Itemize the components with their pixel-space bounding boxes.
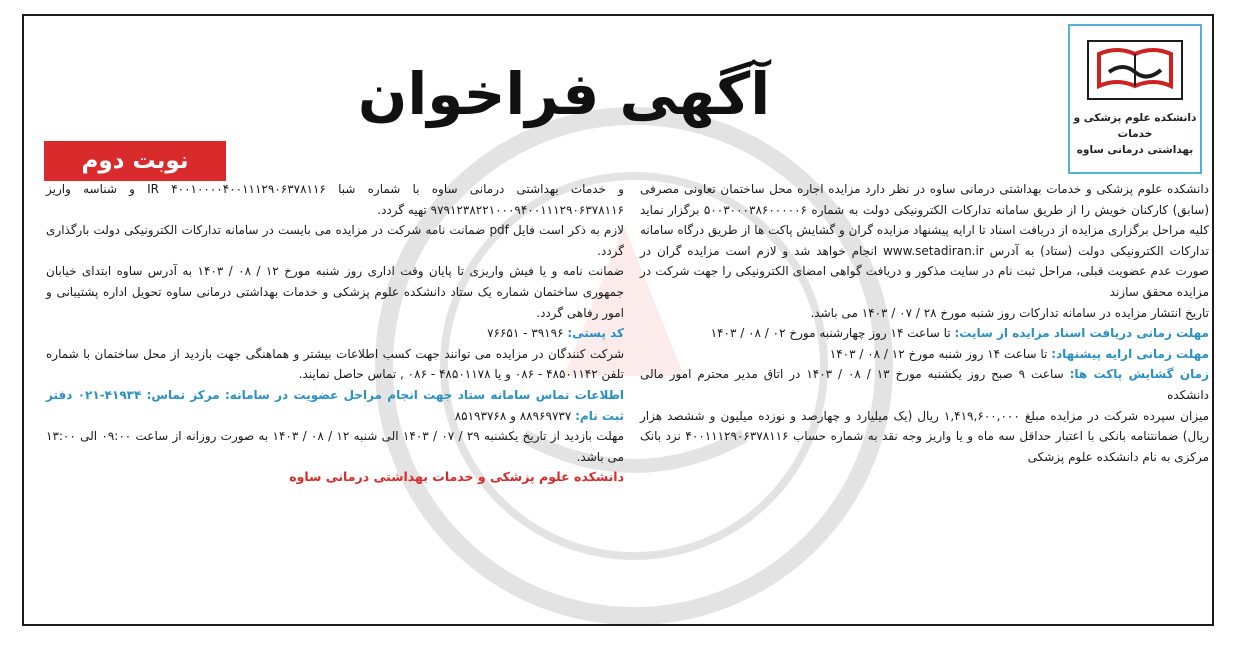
- contact-paragraph: شرکت کنندگان در مزایده می توانند جهت کسب اطلاعات بیشتر و هماهنگی جهت بازدید از محل ساختمان با شماره تلفن ۴۸۵۰۱۱۴۲ - ۰۸۶ و یا ۴۸۵۰۱۱۷۸ - ۰۸۶ , تماس حاصل نمایند.: [46, 346, 624, 382]
- logo-caption-line1: دانشکده علوم پزشکی و خدمات: [1073, 112, 1197, 140]
- page-title: آگهی فراخوان: [357, 60, 771, 128]
- intro-paragraph: دانشکده علوم پزشکی و خدمات بهداشتی درمانی ساوه در نظر دارد مزایده اجاره محل ساختمان تعاونی مصرفی (سابق) کارکنان خویش را از طریق سامانه تدارکات الکترونیکی دولت به شماره ۵۰۰۳۰۰۰۳۸۶۰۰۰۰۰۶ برگزار نماید کلیه مراحل برگزاری مزایده از دریافت اسناد تا ارایه پیشنهاد مزایده گران و گشایش پاکت ها از طریق درگاه سامانه تدارکات الکترونیکی دولت (ستاد) به آدرس www.setadiran.ir انجام خواهد شد و لازم است مزایده گران در صورت عدم عضویت قبلی، مراحل ثبت نام در سایت مذکور و دریافت گواهی امضای الکترونیکی را جهت شرکت در مزایده محقق سازند: [640, 182, 1210, 299]
- offer-deadline: [640, 344, 1209, 365]
- postal-code: [46, 323, 624, 344]
- delivery-paragraph: ضمانت نامه و یا فیش واریزی تا پایان وقت اداری روز شنبه مورخ ۱۲ / ۰۸ / ۱۴۰۳ به آدرس ساوه ابتدای خیابان جمهوری ساختمان شماره یک ستاد دانشکده علوم پزشکی و خدمات بهداشتی درمانی ساوه تحویل اداره پشتیبانی و امور رفاهی گردد.: [46, 264, 624, 320]
- deposit-paragraph: میزان سپرده شرکت در مزایده مبلغ ۱,۴۱۹,۶۰۰,۰۰۰ ریال (یک میلیارد و چهارصد و نوزده میلیون و ششصد هزار ریال) ضمانتنامه بانکی با اعتبار حداقل سه ماه و یا واریز وجه نقد به شماره حساب ۴۰۰۱۱۱۲۹۰۶۳۷۸۱۱۶ نزد بانک مرکزی به نام دانشکده علوم پزشکی: [640, 408, 1209, 464]
- round-badge: نوبت دوم: [44, 141, 226, 181]
- opening-time: [640, 364, 1209, 405]
- pdf-note: لازم به ذکر است فایل pdf ضمانت نامه شرکت در مزایده می بایست در سامانه تدارکات الکترونیکی دولت بارگذاری گردد.: [46, 223, 624, 258]
- book-emblem-icon: [1087, 40, 1183, 100]
- left-column: [46, 179, 624, 488]
- docs-deadline-label: مهلت زمانی دریافت اسناد مزایده از سایت:: [954, 326, 1209, 341]
- right-column: [640, 179, 1209, 467]
- docs-deadline-value: تا ساعت ۱۴ روز چهارشنبه مورخ ۰۲ / ۰۸ / ۱۴۰۳: [710, 326, 951, 341]
- signature: دانشکده علوم پزشکی و خدمات بهداشتی درمانی ساوه: [289, 469, 624, 485]
- visit-paragraph: مهلت بازدید از تاریخ یکشنبه ۲۹ / ۰۷ / ۱۴۰۳ الی شنبه ۱۲ / ۰۸ / ۱۴۰۳ به صورت روزانه از ساعت ۰۹:۰۰ الی ۱۳:۰۰ می باشد.: [46, 429, 625, 464]
- sheba-paragraph: و خدمات بهداشتی درمانی ساوه با شماره شبا IR ۴۰۰۱۰۰۰۰۴۰۰۱۱۱۲۹۰۶۳۷۸۱۱۶ و شناسه واریز ۹۷۹۱۲۳۸۲۲۱۰۰۰۹۴۰۰۱۱۱۲۹۰۶۳۷۸۱۱۶ تهیه گردد.: [46, 182, 624, 217]
- offer-deadline-label: مهلت زمانی ارایه پیشنهاد:: [1051, 346, 1209, 361]
- setad-contact-label: اطلاعات تماس سامانه ستاد جهت انجام مراحل عضویت در سامانه: مرکز تماس: ۴۱۹۳۴-۰۲۱ دفتر ثبت نام:: [46, 387, 625, 423]
- opening-value: ساعت ۹ صبح روز یکشنبه مورخ ۱۳ / ۰۸ / ۱۴۰۳ در اتاق مدیر محترم امور مالی دانشکده: [640, 367, 1209, 402]
- opening-label: زمان گشایش پاکت ها:: [1069, 367, 1210, 382]
- university-logo: [1068, 24, 1202, 174]
- publish-date: تاریخ انتشار مزایده در سامانه تدارکات روز شنبه مورخ ۲۸ / ۰۷ / ۱۴۰۳ می باشد.: [810, 305, 1209, 320]
- setad-contact: [46, 385, 624, 426]
- notice-frame: [22, 14, 1214, 626]
- setad-phones: ۸۸۹۶۹۷۳۷ و ۸۵۱۹۳۷۶۸: [454, 408, 572, 423]
- logo-caption-line2: بهداشتی درمانی ساوه: [1076, 144, 1194, 156]
- docs-deadline: [640, 323, 1209, 344]
- offer-deadline-value: تا ساعت ۱۴ روز شنبه مورخ ۱۲ / ۰۸ / ۱۴۰۳: [829, 346, 1048, 361]
- postal-label: کد پستی:: [567, 326, 624, 341]
- postal-value: ۳۹۱۹۶ - ۷۶۶۵۱: [487, 326, 564, 341]
